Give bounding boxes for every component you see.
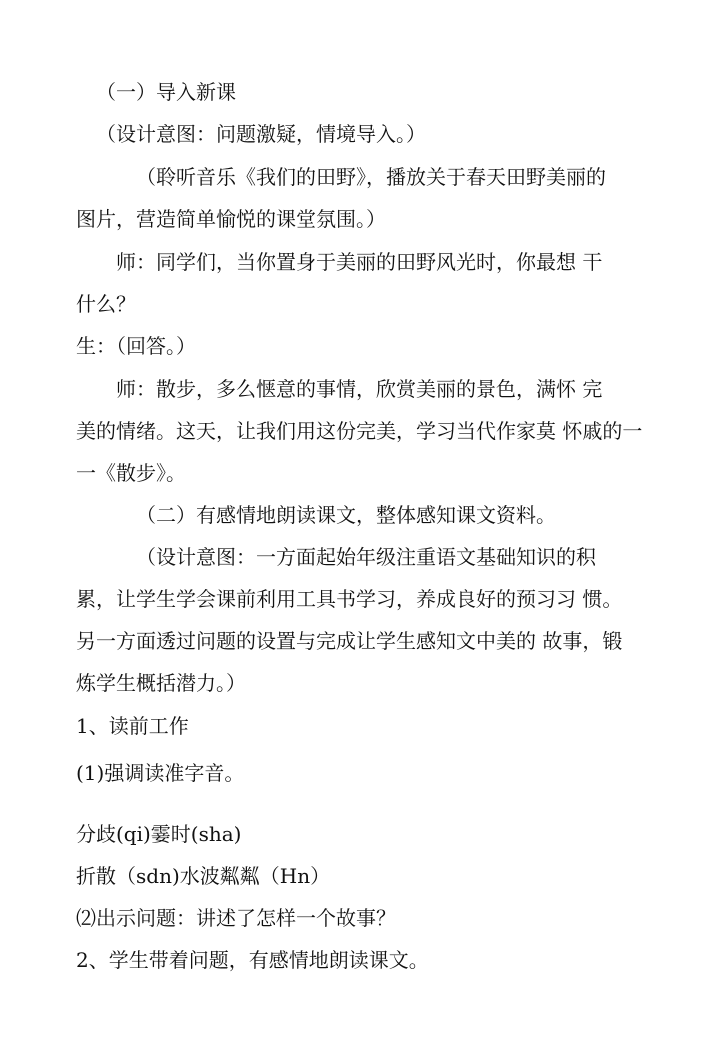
list-item: 2、学生带着问题，有感情地朗读课文。 [76,948,429,972]
list-item: (1)强调读准字音。 [76,761,245,785]
paragraph-line: 另一方面透过问题的设置与完成让学生感知文中美的 故事，锻 [76,629,623,653]
paragraph-line: 师：散步，多么惬意的事情，欣赏美丽的景色，满怀 完 [116,377,603,401]
paragraph-line: （设计意图：一方面起始年级注重语文基础知识的积 [136,545,596,569]
list-item: 分歧(qi)霎时(sha) [76,822,242,846]
paragraph-line: （聆听音乐《我们的田野》，播放关于春天田野美丽的 [136,165,606,189]
paragraph-line: 图片，营造简单愉悦的课堂氛围。） [76,207,386,231]
list-item: 折散（sdn)水波粼粼（Hn） [76,864,331,888]
paragraph-line: 生：（回答。） [76,334,196,358]
paragraph-line: 师：同学们，当你置身于美丽的田野风光时，你最想 干 [116,250,603,274]
paragraph-line: 美的情绪。这天，让我们用这份完美，学习当代作家莫 怀戚的一 [76,419,643,443]
section-heading-reading: （二）有感情地朗读课文，整体感知课文资料。 [136,503,556,527]
list-item: 1、读前工作 [76,714,189,738]
paragraph-line: 累，让学生学会课前利用工具书学习，养成良好的预习习 惯。 [76,587,623,611]
list-item: ⑵出示问题：讲述了怎样一个故事？ [76,906,396,930]
design-intent-line: （设计意图：问题激疑，情境导入。） [96,122,426,146]
paragraph-line: 什么？ [76,292,136,316]
paragraph-line: 一《散步》。 [76,461,186,485]
paragraph-line: 炼学生概括潜力。） [76,671,246,695]
section-heading-intro: （一）导入新课 [96,80,236,104]
